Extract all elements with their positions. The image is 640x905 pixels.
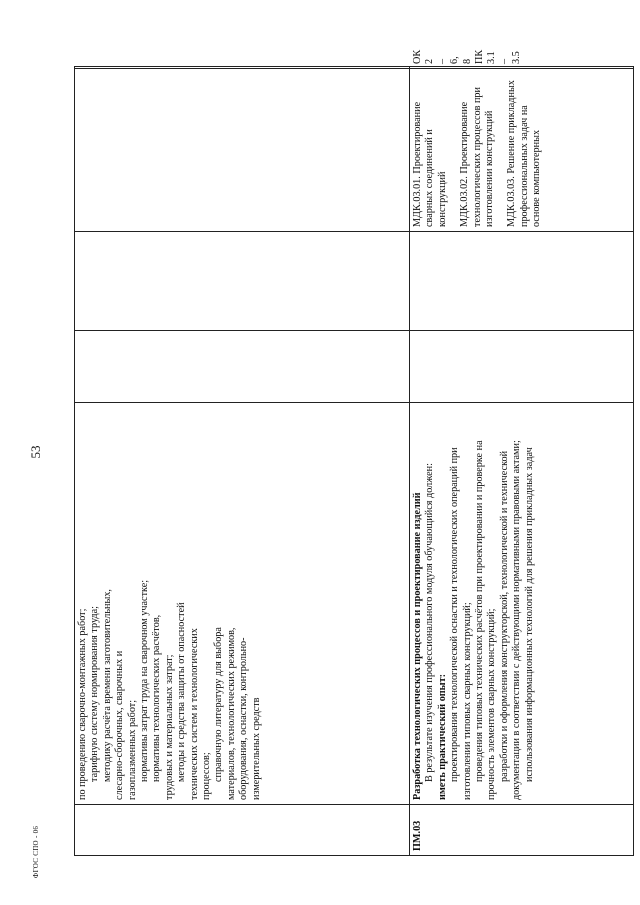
empty-cell [410,232,634,331]
mdk-item: МДК.03.03. Решение прикладных профессиональных задач на основе компьютерных [506,80,543,227]
empty-cell [75,331,410,403]
table-row [410,67,634,856]
experience-item: проведения типовых технических расчётов при проектировании и проверке на прочность элементов сварных конструкций; [474,440,498,800]
experience-item: разработки и оформления конструкторской, технологической и технической документации в соответствии с действующими нормативными правовыми актами; [498,440,523,800]
competencies-cell [75,67,410,69]
desc-line: тарифную систему нормирования труда; [89,606,101,782]
module-code-cell: ПМ.03 [410,805,634,856]
mdk-cell [410,69,634,232]
desc-line: материалов, технологических режимов, [225,627,237,800]
desc-line: слесарно-сборочных, сварочных и [114,650,126,800]
module-code-cell [75,805,410,856]
desc-line: процессов; [201,752,213,800]
empty-cell [75,232,410,331]
desc-line: методы и средства защиты от опасностей [176,602,188,782]
mdk-item: МДК.03.02. Проектирование технологических процессов при изготовлении конструкций [459,87,496,227]
desc-line: оборудования, оснастки, контрольно- [238,637,250,800]
empty-cell [410,331,634,403]
experience-item: проектирования технологической оснастки и технологических операций при изготовлении типовых сварных конструкций; [449,447,473,800]
table-row [75,67,410,856]
desc-line: нормативы технологических расчётов, [151,614,163,782]
desc-line: трудовых и материальных затрат; [163,654,175,800]
desc-line: газоплазменных работ; [126,699,138,800]
desc-line: нормативы затрат труда на сварочном участке; [139,579,151,782]
module-intro: В результате изучения профессионального модуля обучающийся должен: [424,463,436,782]
experience-item: использования информационных технологий для решения прикладных задач [523,447,535,782]
standards-table [74,49,634,856]
desc-line: справочную литературу для выбора [213,627,225,782]
mdk-item: МДК.03.01. Проектирование сварных соединений и конструкций [412,101,448,227]
competencies-cell: ОК 2 – 6, 8 ПК 3.1 – 3.5 [410,67,634,69]
mdk-cell [75,69,410,232]
footer-label: ФГОС СПО - 06 [32,825,40,879]
module-title: Разработка технологических процессов и проектирование изделий [412,492,423,800]
page-number: 53 [28,445,43,459]
module-description-cell [410,403,634,805]
desc-line: методику расчёта времени заготовительных, [101,589,113,782]
experience-label: иметь практический опыт: [436,673,448,800]
desc-line: технических систем и технологических [188,628,200,800]
desc-line: измерительных средств [250,697,262,800]
module-description-cell [75,403,410,805]
standards-table-container [74,49,634,856]
desc-line: по проведению сварочно-монтажных работ; [77,608,88,800]
